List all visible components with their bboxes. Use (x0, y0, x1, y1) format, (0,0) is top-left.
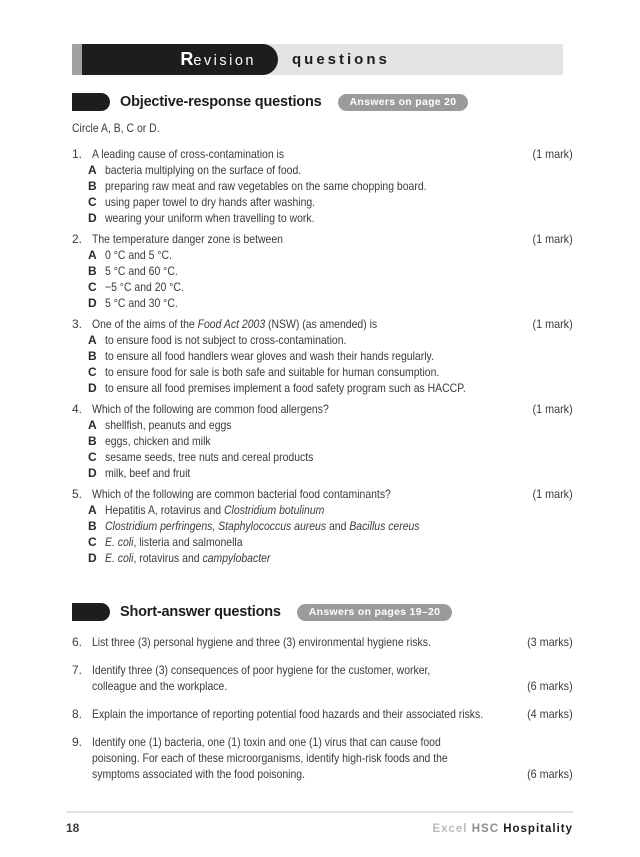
question-marks: (1 mark) (532, 487, 573, 501)
option-row (72, 380, 573, 396)
question-number: 7. (72, 663, 83, 677)
objective-answers-badge: Answers on page 20 (338, 94, 469, 111)
question-marks: (4 marks) (527, 707, 573, 721)
question-item (72, 486, 573, 566)
italic-text: E. coli (105, 535, 134, 549)
question-stem (92, 486, 510, 502)
option-letter: D (88, 381, 97, 395)
banner-word1-initial: R (180, 49, 194, 69)
option-letter: B (88, 349, 97, 363)
banner-track (82, 44, 563, 75)
banner-title-pill (82, 44, 278, 75)
question-stem-row (72, 486, 573, 502)
question-number: 4. (72, 402, 83, 416)
italic-text: Food Act 2003 (197, 317, 266, 331)
option-row (72, 279, 573, 295)
option-text (105, 178, 512, 194)
question-marks: (1 mark) (532, 232, 573, 246)
text-segment: to ensure all food premises implement a food safety program such as HACCP. (105, 381, 466, 395)
question-stem-row (72, 316, 573, 332)
question-marks: (1 mark) (532, 402, 573, 416)
text-segment: wearing your uniform when travelling to work. (105, 211, 315, 225)
text-segment: −5 °C and 20 °C. (105, 280, 184, 294)
option-row (72, 348, 573, 364)
option-letter: A (88, 418, 97, 432)
question-stem-row (72, 231, 573, 247)
option-row (72, 364, 573, 380)
option-text (105, 263, 512, 279)
option-text (105, 162, 512, 178)
question-number: 5. (72, 487, 83, 501)
option-row (72, 210, 573, 226)
section-tab-shape (72, 603, 110, 621)
option-letter: D (88, 466, 97, 480)
option-row (72, 433, 573, 449)
option-letter: A (88, 163, 97, 177)
question-item (72, 662, 573, 694)
option-letter: A (88, 248, 97, 262)
question-stem-row (72, 146, 573, 162)
question-number: 3. (72, 317, 83, 331)
option-letter: A (88, 333, 97, 347)
option-row (72, 162, 573, 178)
option-letter: D (88, 296, 97, 310)
text-segment: preparing raw meat and raw vegetables on the same chopping board. (105, 179, 427, 193)
text-segment: shellfish, peanuts and eggs (105, 418, 232, 432)
circle-instruction: Circle A, B, C or D. (72, 121, 160, 135)
brand-hospitality: Hospitality (503, 823, 573, 835)
text-segment: to ensure food for sale is both safe and suitable for human consumption. (105, 365, 440, 379)
question-stem (92, 734, 510, 782)
option-text (105, 550, 512, 566)
text-segment: List three (3) personal hygiene and three (3) environmental hygiene risks. (92, 635, 431, 649)
option-letter: D (88, 551, 97, 565)
question-item (72, 316, 573, 396)
question-marks: (6 marks) (527, 679, 573, 693)
brand-hsc: HSC (471, 823, 499, 835)
text-segment: to ensure all food handlers wear gloves and wash their hands regularly. (105, 349, 434, 363)
text-segment: using paper towel to dry hands after washing. (105, 195, 316, 209)
short-answer-questions-list (72, 634, 573, 794)
page-number: 18 (66, 821, 80, 835)
option-letter: A (88, 503, 97, 517)
text-segment: Which of the following are common bacterial food contaminants? (92, 487, 391, 501)
option-letter: C (88, 280, 97, 294)
italic-text: Clostridium botulinum (223, 503, 325, 517)
question-stem-row (72, 734, 573, 782)
short-answer-section-title: Short-answer questions (120, 604, 281, 620)
question-stem (92, 662, 510, 694)
question-stem (92, 316, 510, 332)
option-row (72, 178, 573, 194)
option-text (105, 364, 512, 380)
question-number: 6. (72, 635, 83, 649)
option-text (105, 348, 512, 364)
option-row (72, 263, 573, 279)
question-marks: (3 marks) (527, 635, 573, 649)
question-item (72, 634, 573, 650)
question-stem (92, 401, 510, 417)
option-row (72, 295, 573, 311)
book-brand (432, 821, 573, 837)
text-segment: colleague and the workplace. (92, 679, 228, 693)
question-stem-row (72, 634, 573, 650)
banner-word1-rest: evision (193, 53, 256, 69)
option-text (105, 433, 512, 449)
text-segment: eggs, chicken and milk (105, 434, 211, 448)
option-letter: C (88, 535, 97, 549)
option-row (72, 502, 573, 518)
text-segment: 0 °C and 5 °C. (105, 248, 172, 262)
option-letter: C (88, 450, 97, 464)
text-segment: Explain the importance of reporting potential food hazards and their associated risks. (92, 707, 484, 721)
option-text (105, 518, 512, 534)
question-stem-row (72, 401, 573, 417)
option-letter: B (88, 434, 97, 448)
question-stem (92, 706, 510, 722)
question-number: 1. (72, 147, 83, 161)
brand-excel: Excel (432, 823, 468, 835)
question-item (72, 734, 573, 782)
option-row (72, 534, 573, 550)
option-letter: B (88, 179, 97, 193)
option-row (72, 417, 573, 433)
section-tab-shape (72, 93, 110, 111)
objective-questions-list (72, 146, 573, 571)
question-marks: (1 mark) (532, 317, 573, 331)
text-segment: 5 °C and 30 °C. (105, 296, 178, 310)
objective-section-header (72, 92, 468, 112)
question-marks: (6 marks) (527, 767, 573, 781)
text-segment: A leading cause of cross-contamination is (92, 147, 285, 161)
option-letter: D (88, 211, 97, 225)
text-segment: Which of the following are common food allergens? (92, 402, 329, 416)
text-segment: (NSW) (as amended) is (265, 317, 378, 331)
option-text (105, 465, 512, 481)
revision-banner (72, 44, 563, 75)
page-footer (66, 811, 573, 837)
option-text (105, 247, 512, 263)
text-segment: poisoning. For each of these microorganisms, identify high-risk foods and the (92, 751, 448, 765)
option-text (105, 534, 512, 550)
question-number: 9. (72, 735, 83, 749)
question-marks: (1 mark) (532, 147, 573, 161)
option-row (72, 449, 573, 465)
short-answer-answers-badge: Answers on pages 19–20 (297, 604, 453, 621)
question-stem-row (72, 662, 573, 694)
question-item (72, 146, 573, 226)
banner-word2: questions (292, 51, 390, 68)
option-text (105, 502, 512, 518)
option-text (105, 332, 512, 348)
question-stem-row (72, 706, 573, 722)
option-letter: C (88, 365, 97, 379)
option-text (105, 295, 512, 311)
option-row (72, 550, 573, 566)
question-item (72, 706, 573, 722)
text-segment: 5 °C and 60 °C. (105, 264, 178, 278)
option-text (105, 194, 512, 210)
italic-text: Clostridium perfringens, Staphylococcus aureus (105, 519, 327, 533)
text-segment: , listeria and salmonella (133, 535, 243, 549)
question-stem (92, 634, 510, 650)
text-segment: One of the aims of the (92, 317, 198, 331)
option-text (105, 417, 512, 433)
italic-text: campylobacter (202, 551, 271, 565)
objective-section-title: Objective-response questions (120, 94, 322, 110)
option-row (72, 247, 573, 263)
text-segment: bacteria multiplying on the surface of food. (105, 163, 302, 177)
question-item (72, 231, 573, 311)
option-row (72, 194, 573, 210)
text-segment: symptoms associated with the food poisoning. (92, 767, 305, 781)
short-answer-section-header (72, 602, 452, 622)
banner-accent-bar (72, 44, 82, 75)
text-segment: , rotavirus and (133, 551, 203, 565)
text-segment: sesame seeds, tree nuts and cereal products (105, 450, 314, 464)
question-number: 8. (72, 707, 83, 721)
option-row (72, 332, 573, 348)
italic-text: Bacillus cereus (349, 519, 420, 533)
question-item (72, 401, 573, 481)
option-text (105, 279, 512, 295)
option-text (105, 380, 512, 396)
text-segment: Identify one (1) bacteria, one (1) toxin and one (1) virus that can cause food (92, 735, 441, 749)
question-number: 2. (72, 232, 83, 246)
italic-text: E. coli (105, 551, 134, 565)
text-segment: Identify three (3) consequences of poor hygiene for the customer, worker, (92, 663, 431, 677)
option-letter: C (88, 195, 97, 209)
option-letter: B (88, 519, 97, 533)
text-segment: milk, beef and fruit (105, 466, 191, 480)
question-stem (92, 231, 510, 247)
text-segment: to ensure food is not subject to cross-contamination. (105, 333, 347, 347)
option-text (105, 210, 512, 226)
option-text (105, 449, 512, 465)
option-row (72, 465, 573, 481)
question-stem (92, 146, 510, 162)
option-letter: B (88, 264, 97, 278)
text-segment: The temperature danger zone is between (92, 232, 283, 246)
text-segment: and (326, 519, 350, 533)
text-segment: Hepatitis A, rotavirus and (105, 503, 224, 517)
option-row (72, 518, 573, 534)
